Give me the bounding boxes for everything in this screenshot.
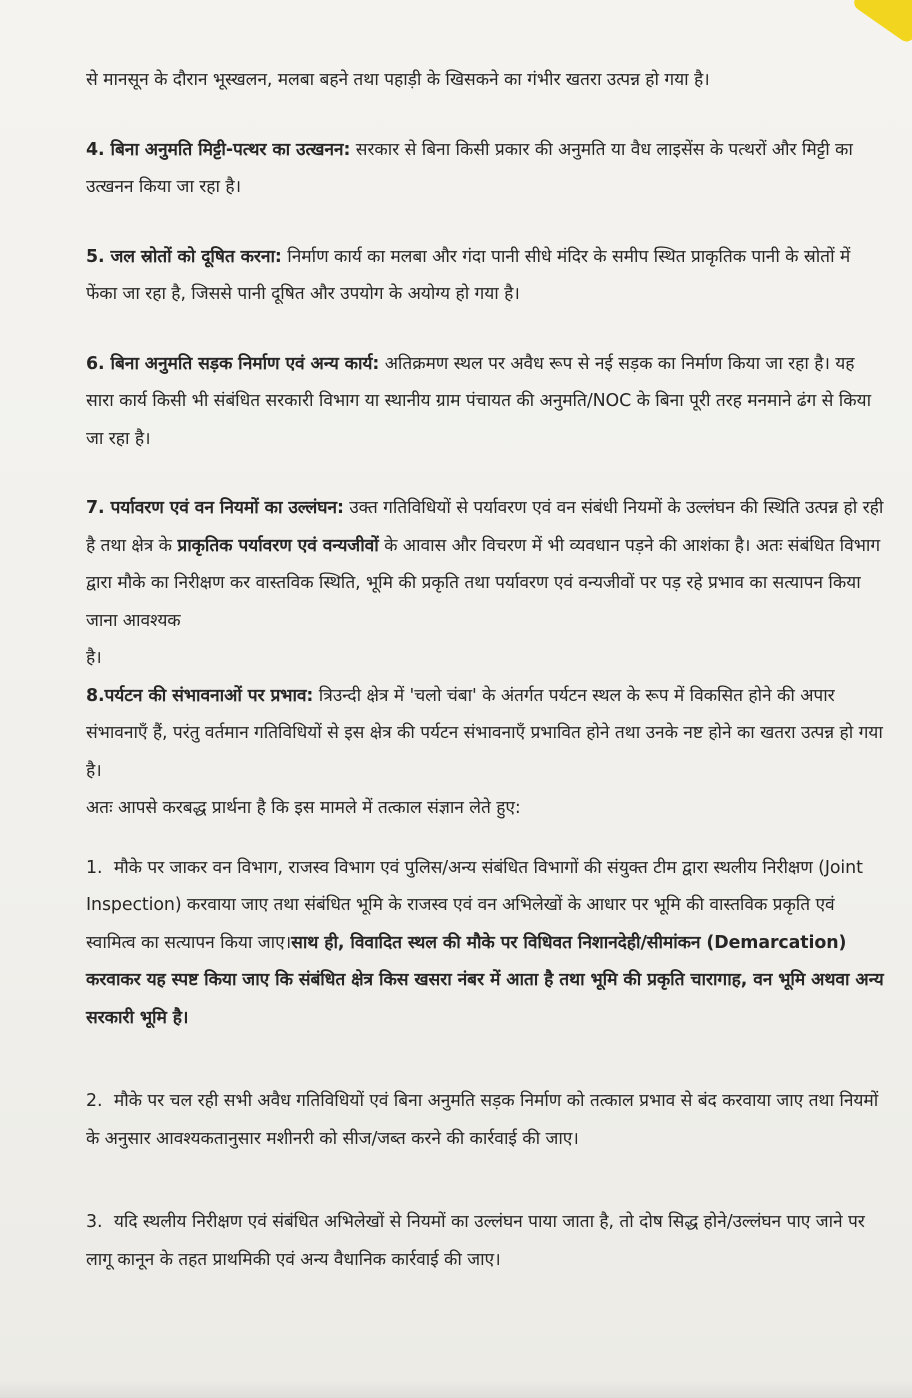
point-7-tail bbox=[86, 640, 886, 678]
request-number: 3. bbox=[86, 1212, 103, 1232]
point-text: त्रिउन्दी क्षेत्र में 'चलो चंबा' के अंतर्गत पर्यटन स्थल के रूप में विकसित होने की अपार संभावनाएँ हैं, परंतु वर्तमान गतिविधियों से इस क्षेत्र की पर्यटन संभावनाएँ प्रभावित होने तथा उनके नष्ट होने का खतरा उत्पन्न हो गया bbox=[86, 685, 883, 743]
point-heading: 8.पर्यटन की संभावनाओं पर प्रभाव: bbox=[86, 685, 314, 706]
point-6-road-construction bbox=[86, 346, 886, 459]
point-7-environment-violation bbox=[86, 490, 886, 640]
paragraph-text: से मानसून के दौरान भूस्खलन, मलबा बहने तथा पहाड़ी के खिसकने का गंभीर खतरा उत्पन्न हो गया है। bbox=[86, 70, 710, 90]
point-emphasis: प्राकृतिक पर्यावरण एवं वन्यजीवों bbox=[177, 535, 379, 556]
point-heading: 5. जल स्रोतों को दूषित करना: bbox=[86, 246, 282, 267]
request-2-stop-activities bbox=[86, 1083, 886, 1158]
page-bottom-shadow bbox=[0, 1380, 912, 1398]
point-text: सरकार से बिना किसी प्रकार की अनुमति या वैध लाइसेंस के पत्थरों और मिट्टी का उत्खनन किया जा रहा है। bbox=[86, 139, 853, 197]
point-heading: 7. पर्यावरण एवं वन नियमों का उल्लंघन: bbox=[86, 498, 344, 518]
request-text: यदि स्थलीय निरीक्षण एवं संबंधित अभिलेखों से नियमों का उल्लंघन पाया जाता है, तो दोष सिद्ध होने/उल्लंघन पाए जाने पर लागू कानून के तहत प्राथमिकी एवं अन्य वैधानिक कार्रवाई की जाए। bbox=[86, 1212, 865, 1270]
point-5-water-pollution bbox=[86, 239, 886, 314]
point-8-tail bbox=[86, 753, 886, 791]
sticky-note-corner bbox=[851, 0, 912, 45]
point-text: उक्त गतिविधियों से पर्यावरण एवं वन संबंधी नियमों के उल्लंघन की स्थिति उत्पन्न हो रही है तथा क्षेत्र के bbox=[86, 498, 884, 556]
request-number: 1. bbox=[86, 857, 103, 878]
paragraph-landslide bbox=[86, 62, 886, 100]
request-3-legal-action bbox=[86, 1204, 886, 1279]
request-text: मौके पर जाकर वन विभाग, राजस्व विभाग एवं पुलिस/अन्य संबंधित विभागों की संयुक्त टीम द्वारा स्थलीय निरीक्षण (Joint Inspection) करवाया जाए तथा संबंधित भूमि के राजस्व एवं वन अभिलेखों के आधार पर भूमि की वास्तविक प्रकृति एवं स्वामित्व का सत्यापन किया जाए। bbox=[86, 857, 863, 953]
point-heading: 4. बिना अनुमति मिट्टी-पत्थर का उत्खनन: bbox=[86, 139, 351, 160]
point-4-excavation bbox=[86, 132, 886, 207]
request-number: 2. bbox=[86, 1091, 103, 1111]
request-emphasis: साथ ही, विवादित स्थल की मौके पर विधिवत निशानदेही/सीमांकन (Demarcation) करवाकर यह स्पष्ट किया जाए कि संबंधित क्षेत्र किस खसरा नंबर में आता है तथा भूमि की प्रकृति चारागाह, वन भूमि अथवा अन्य सरकारी भूमि है। bbox=[86, 932, 884, 1028]
point-8-tourism-impact bbox=[86, 678, 886, 753]
point-text: के आवास और विचरण में भी व्यवधान पड़ने की आशंका है। अतः संबंधित विभाग द्वारा मौके का निरीक्षण कर वास्तविक स्थिति, भूमि की प्रकृति तथा पर्यावरण एवं वन्यजीवों पर पड़ रहे प्रभाव का सत्यापन किया जाना आवश्यक bbox=[86, 535, 881, 631]
request-text: मौके पर चल रही सभी अवैध गतिविधियों एवं बिना अनुमति सड़क निर्माण को तत्काल प्रभाव से बंद करवाया जाए तथा नियमों के अनुसार आवश्यकतानुसार मशीनरी को सीज/जब्त करने की कार्रवाई की जाए। bbox=[86, 1091, 879, 1149]
prayer-line bbox=[86, 790, 886, 828]
point-heading: 6. बिना अनुमति सड़क निर्माण एवं अन्य कार्य: bbox=[86, 353, 380, 374]
point-text: निर्माण कार्य का मलबा और गंदा पानी सीधे मंदिर के समीप स्थित प्राकृतिक पानी के स्रोतों में फेंका जा रहा है, जिससे पानी दूषित और उपयोग के अयोग्य हो गया है। bbox=[86, 246, 851, 304]
prayer-text: अतः आपसे करबद्ध प्रार्थना है कि इस मामले में तत्काल संज्ञान लेते हुए: bbox=[86, 798, 521, 818]
request-1-joint-inspection bbox=[86, 850, 886, 1038]
point-text: अतिक्रमण स्थल पर अवैध रूप से नई सड़क का निर्माण किया जा रहा है। यह सारा कार्य किसी भी संबंधित सरकारी विभाग या स्थानीय ग्राम पंचायत की अनुमति/NOC के बिना पूरी तरह मनमाने ढंग से किया जा रहा है। bbox=[86, 353, 871, 449]
document-body bbox=[86, 62, 886, 1279]
point-tail: है। bbox=[86, 648, 102, 668]
point-tail: है। bbox=[86, 760, 102, 781]
